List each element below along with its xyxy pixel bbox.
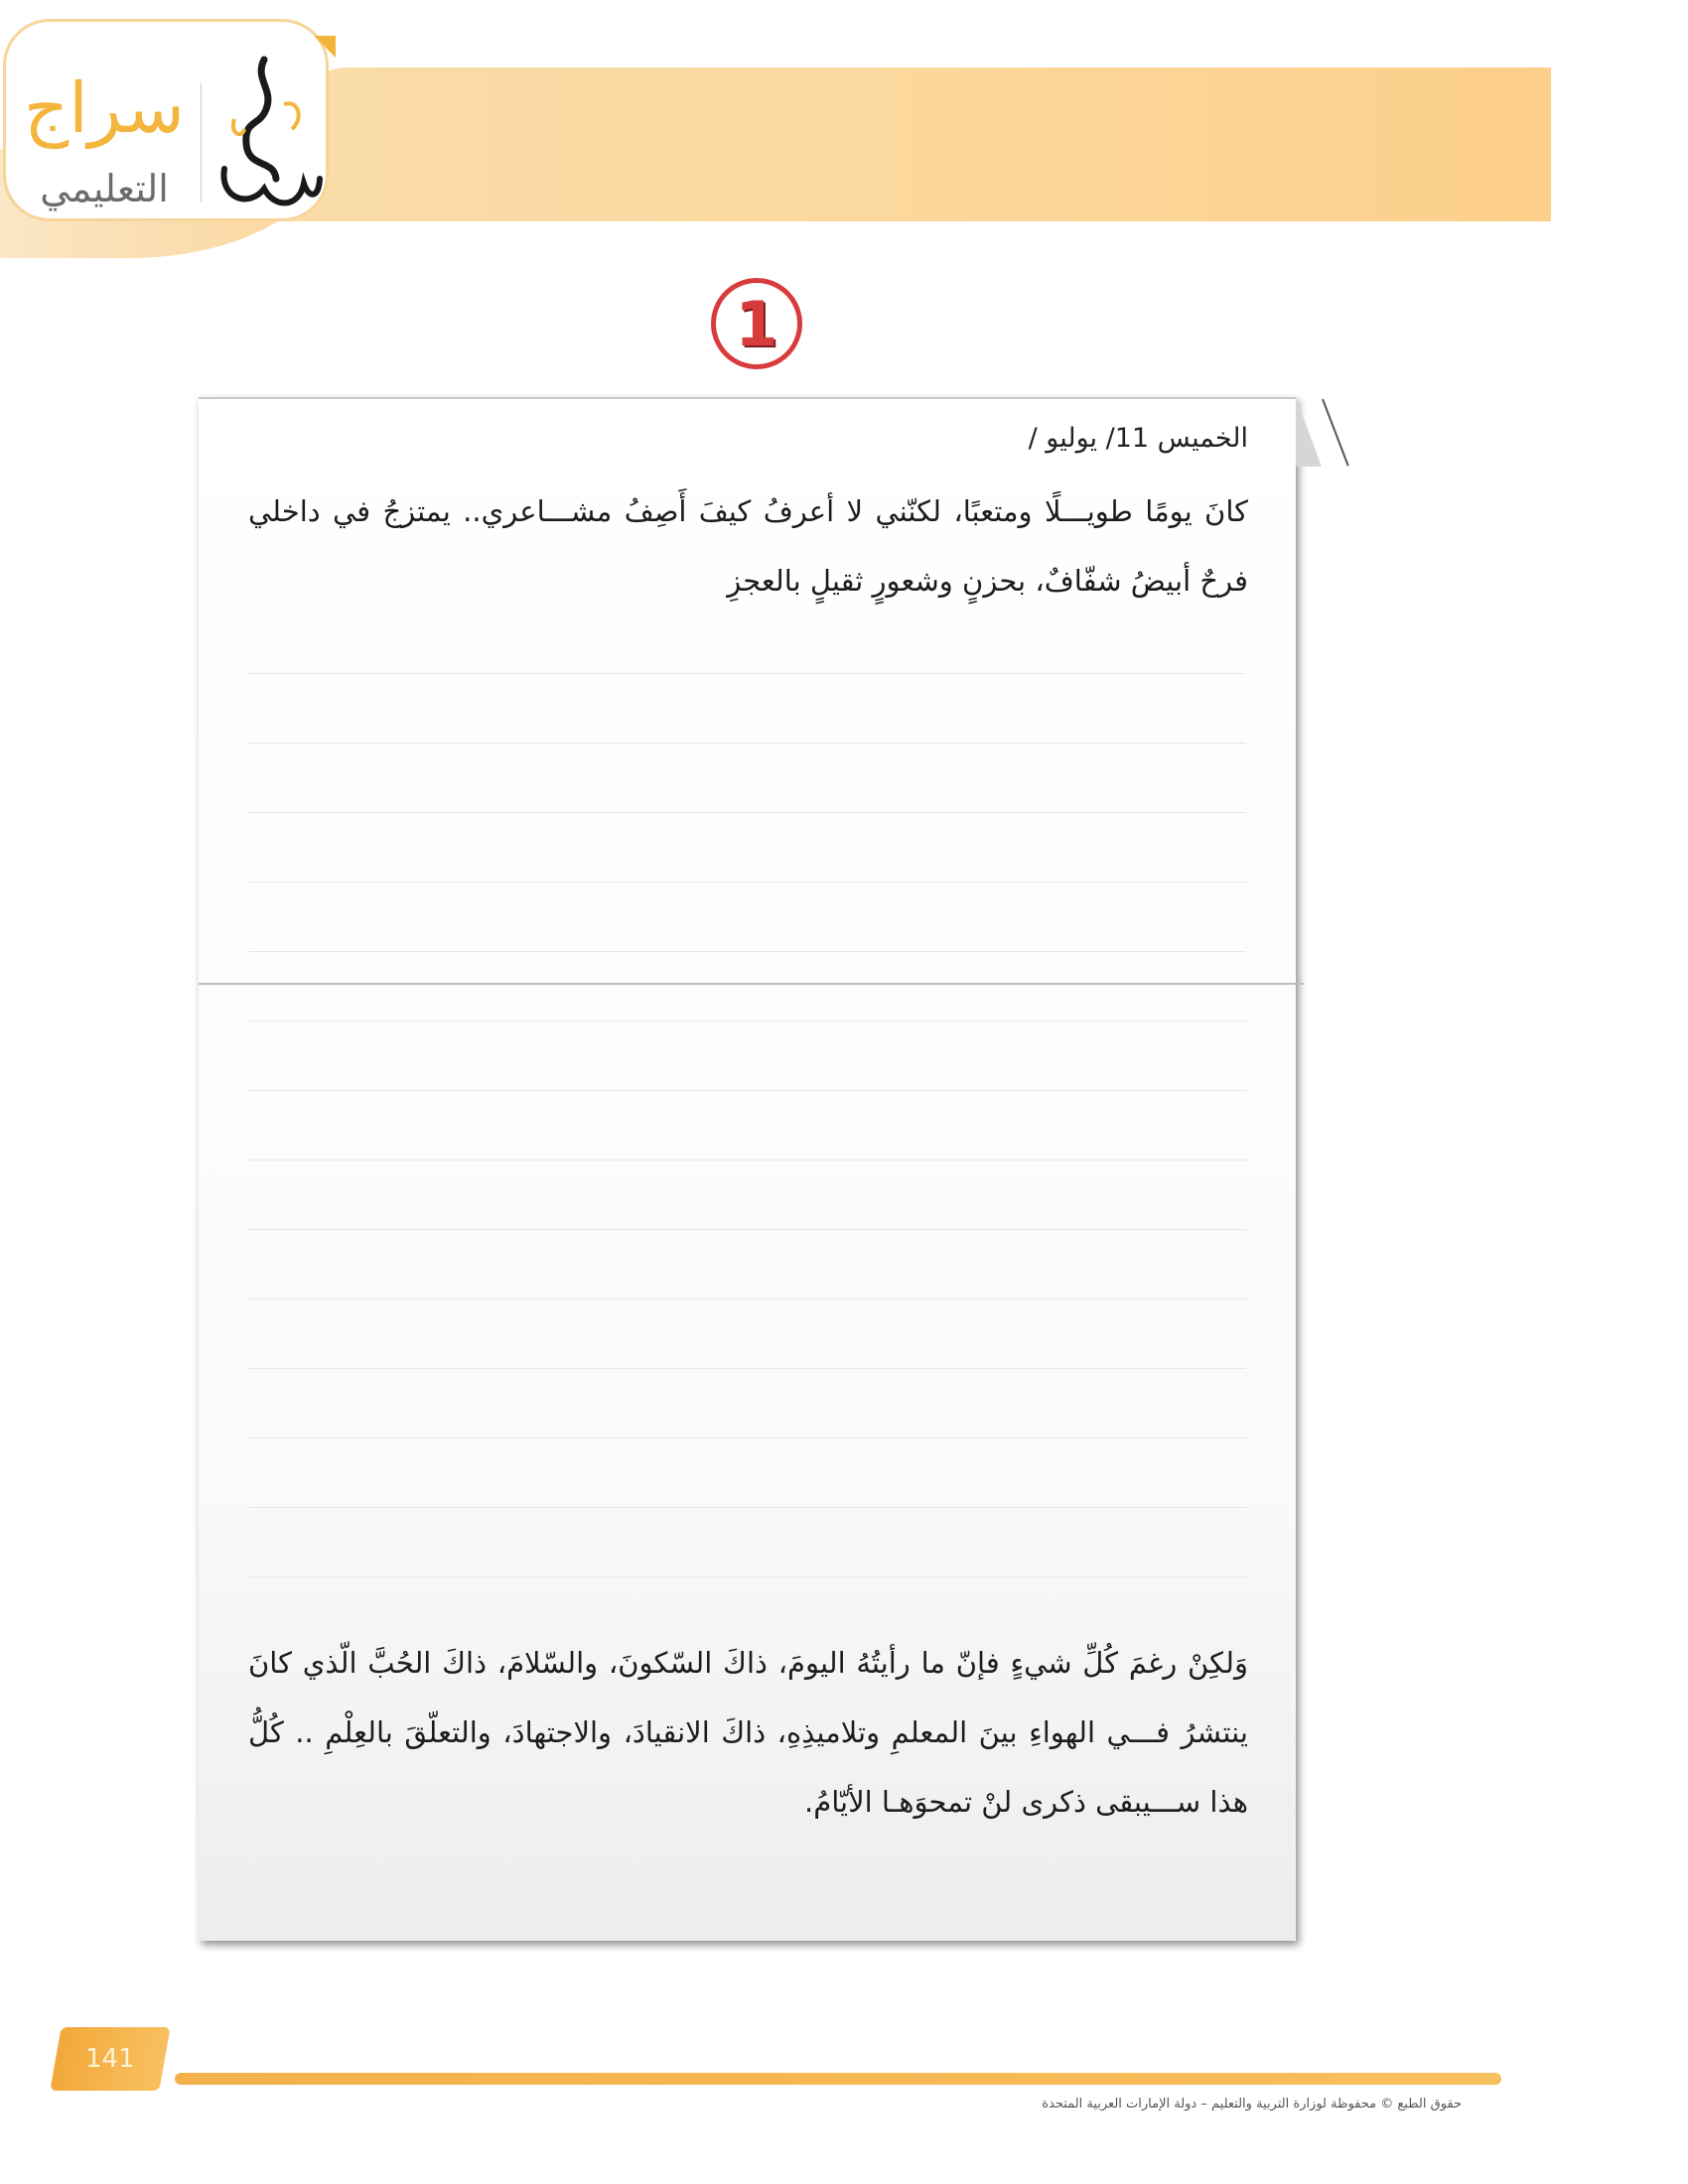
ruled-line bbox=[248, 1090, 1246, 1091]
ruled-line bbox=[248, 1437, 1246, 1438]
ruled-line bbox=[248, 743, 1246, 744]
ruled-line bbox=[248, 882, 1246, 883]
ruled-line bbox=[248, 1507, 1246, 1508]
ruled-line bbox=[248, 1368, 1246, 1369]
ruled-line bbox=[248, 951, 1246, 952]
page-number-tab bbox=[50, 2027, 170, 2091]
ruled-line bbox=[248, 1021, 1246, 1022]
ruled-line bbox=[248, 812, 1246, 813]
ruled-line bbox=[248, 1298, 1246, 1299]
calligraphy-logo-icon bbox=[205, 50, 324, 218]
exercise-number-badge bbox=[711, 278, 802, 369]
logo bbox=[6, 22, 326, 218]
ruled-line bbox=[248, 1229, 1246, 1230]
header-banner bbox=[258, 68, 1551, 221]
page-corner-fold bbox=[1296, 397, 1322, 467]
ruled-line bbox=[248, 1576, 1246, 1577]
footer-copyright: حقوق الطبع © محفوظة لوزارة التربية والتعليم – دولة الإمارات العربية المتحدة bbox=[1042, 2097, 1462, 2112]
page-number: 141 bbox=[85, 2044, 135, 2074]
logo-title: سراج bbox=[24, 68, 185, 149]
exercise-number: 1 bbox=[735, 287, 778, 360]
diary-notebook bbox=[199, 397, 1296, 1941]
ruled-line bbox=[248, 673, 1246, 674]
footer-bar bbox=[175, 2073, 1501, 2085]
logo-subtitle: التعليمي bbox=[40, 167, 169, 210]
diary-date: الخميس 11/ يوليو / bbox=[1028, 423, 1248, 454]
page-corner-line bbox=[1322, 399, 1349, 467]
logo-divider bbox=[201, 83, 202, 203]
diary-paragraph-2: وَلكِنْ رغمَ كُلِّ شيءٍ فإنّ ما رأيتُهُ اليومَ، ذاكَ السّكونَ، والسّلامَ، ذاكَ الحُبَّ الّذي كانَ ينتشرُ فـــي الهواءِ بينَ المعلمِ وتلاميذِهِ، ذاكَ الانقيادَ، والاجتهادَ، والتعلّقَ بالعِلْمِ .. كُلُّ هذا ســـيبقى ذكرى لنْ تمحوَهـا الأيّامُ. bbox=[248, 1646, 1248, 1819]
diary-paragraph-1: كانَ يومًا طويـــلًا ومتعبًا، لكنّني لا أعرفُ كيفَ أَصِفُ مشـــاعري.. يمتزجُ في داخلي فرحٌ أبيضُ شفّافٌ، بحزنٍ وشعورٍ ثقيلٍ بالعجزِ bbox=[248, 494, 1248, 598]
